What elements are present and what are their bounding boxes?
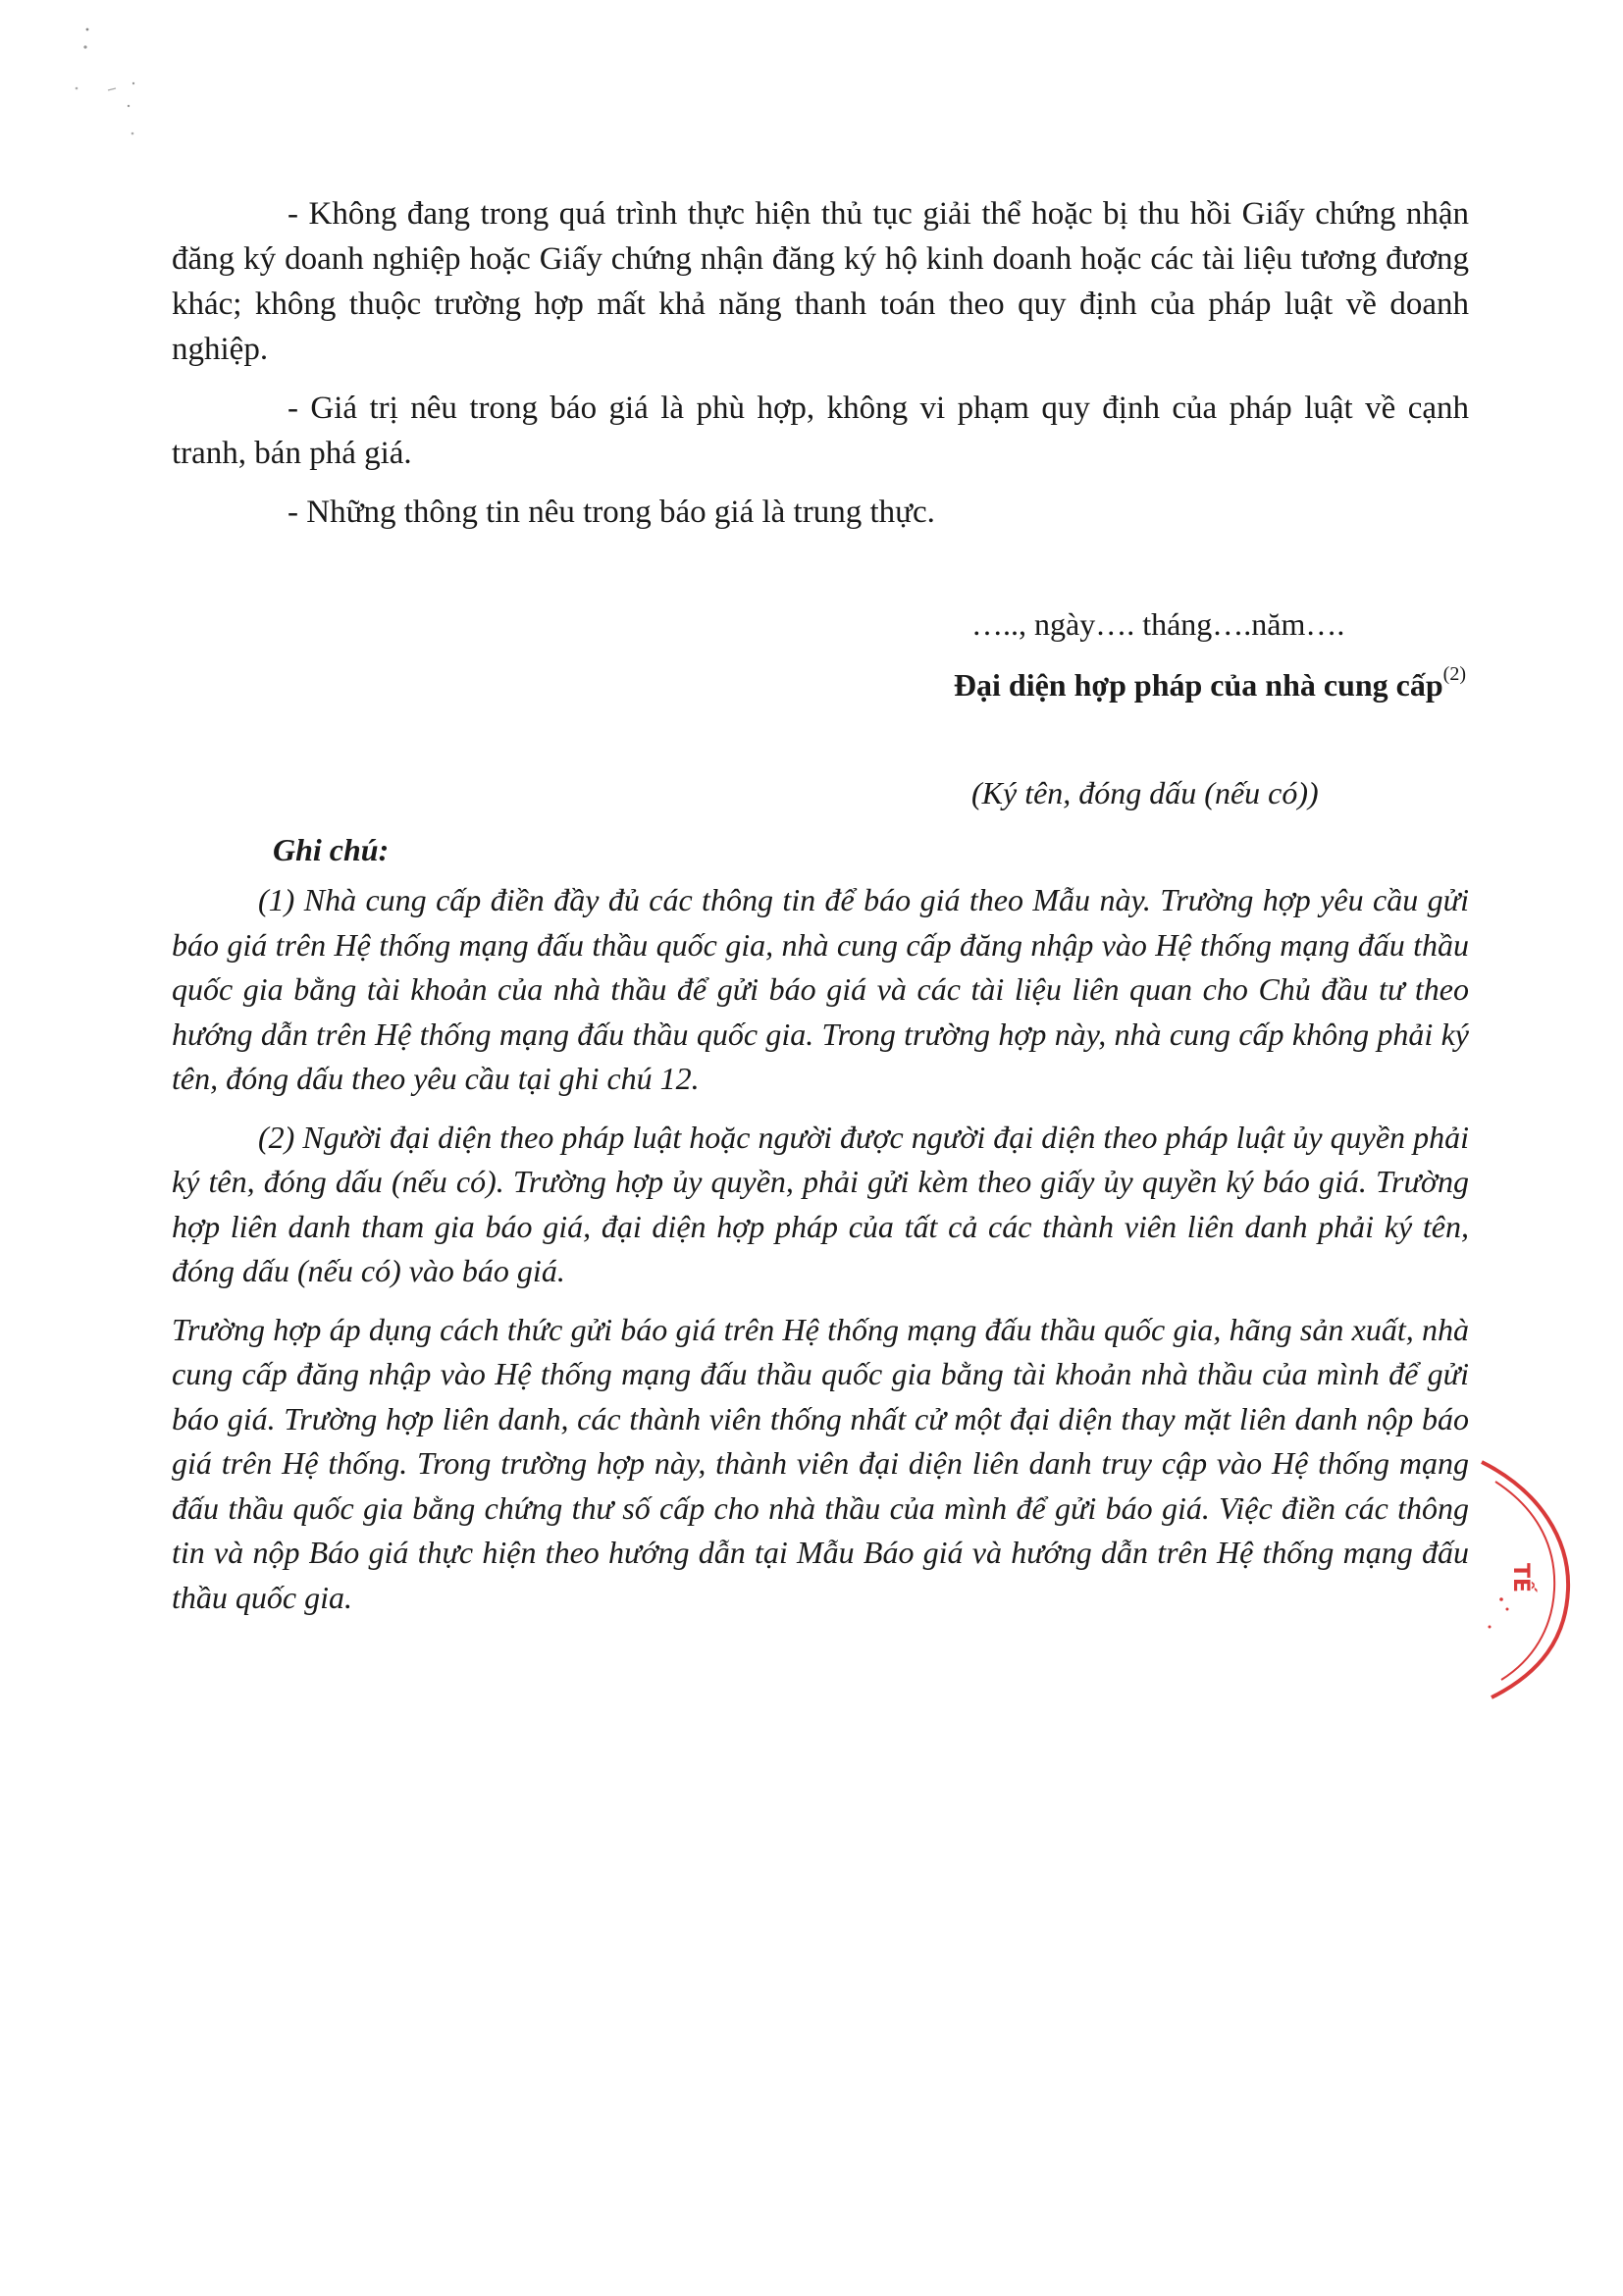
paragraph-price-compliance: - Giá trị nêu trong báo giá là phù hợp, không vi phạm quy định của pháp luật về cạnh tranh, bán phá giá. — [172, 391, 1469, 471]
signature-instruction: (Ký tên, đóng dấu (nếu có)) — [971, 775, 1319, 810]
paragraph-not-dissolving: - Không đang trong quá trình thực hiện thủ tục giải thể hoặc bị thu hồi Giấy chứng nhận đăng ký doanh nghiệp hoặc Giấy chứng nhận đăng ký hộ kinh doanh hoặc các tài liệu tương đương khác; không thuộc trường hợp mất khả năng thanh toán theo quy định của pháp luật về doanh nghiệp. — [172, 196, 1469, 367]
paragraph-truthful-info: - Những thông tin nêu trong báo giá là trung thực. — [288, 495, 935, 530]
legal-representative-title-text: Đại diện hợp pháp của nhà cung cấp — [953, 667, 1443, 703]
date-line: ….., ngày…. tháng….năm…. — [971, 606, 1345, 642]
note-2: (2) Người đại diện theo pháp luật hoặc người được người đại diện theo pháp luật ủy quyền phải ký tên, đóng dấu (nếu có). Trường hợp ủy quyền, phải gửi kèm theo giấy ủy quyền ký báo giá. Trường hợp liên danh tham gia báo giá, đại diện hợp pháp của tất cả các thành viên liên danh phải ký tên, đóng dấu (nếu có) vào báo giá. — [172, 1119, 1469, 1288]
note-3: Trường hợp áp dụng cách thức gửi báo giá trên Hệ thống mạng đấu thầu quốc gia, hãng sản xuất, nhà cung cấp đăng nhập vào Hệ thống mạng đấu thầu quốc gia bằng tài khoản nhà thầu của mình để gửi báo giá. Trường hợp liên danh, các thành viên thống nhất cử một đại diện thay mặt liên danh nộp báo giá trên Hệ thống. Trong trường hợp này, thành viên đại diện liên danh truy cập vào Hệ thống mạng đấu thầu quốc gia bằng chứng thư số cấp cho nhà thầu của mình để gửi báo giá. Việc điền các thông tin và nộp Báo giá thực hiện theo hướng dẫn tại Mẫu Báo giá và hướng dẫn trên Hệ thống mạng đấu thầu quốc gia. — [172, 1311, 1469, 1615]
footnote-ref-2: (2) — [1442, 663, 1466, 686]
notes-heading: Ghi chú: — [273, 832, 390, 867]
red-seal-stamp — [1462, 1452, 1623, 1707]
legal-representative-title — [953, 663, 1466, 704]
declaration-body — [172, 191, 1469, 535]
note-1: (1) Nhà cung cấp điền đầy đủ các thông tin để báo giá theo Mẫu này. Trường hợp yêu cầu gửi báo giá trên Hệ thống mạng đấu thầu quốc gia, nhà cung cấp đăng nhập vào Hệ thống mạng đấu thầu quốc gia bằng tài khoản của nhà thầu để gửi báo giá và các tài liệu liên quan cho Chủ đầu tư theo hướng dẫn trên Hệ thống mạng đấu thầu quốc gia. Trong trường hợp này, nhà cung cấp không phải ký tên, đóng dấu theo yêu cầu tại ghi chú 12. — [172, 882, 1469, 1096]
scan-specks-decoration — [59, 20, 177, 147]
notes-section — [172, 832, 1469, 1620]
svg-text:TẾ: TẾ — [1508, 1563, 1533, 1593]
